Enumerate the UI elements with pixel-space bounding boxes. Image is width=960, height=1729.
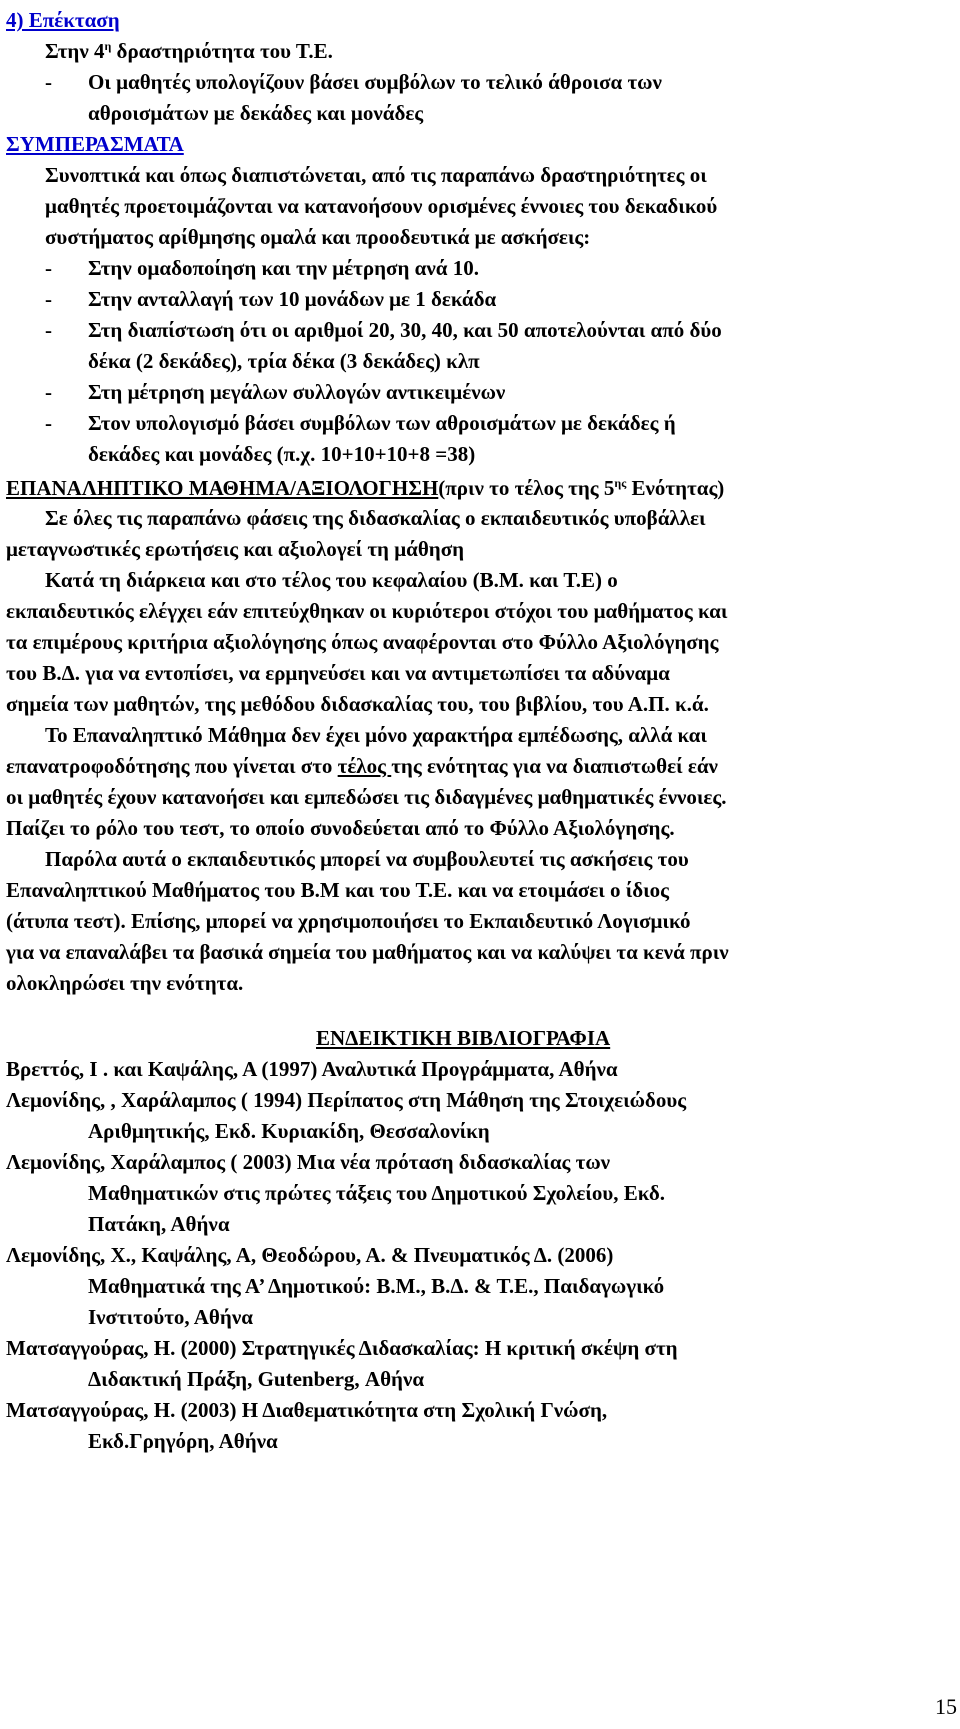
paragraph-line: του Β.Δ. για να εντοπίσει, να ερμηνεύσει και να αντιμετωπίσει τα αδύναμα [6,661,670,685]
list-item-text: Στη διαπίστωση ότι οι αριθμοί 20, 30, 40, και 50 αποτελούνται από δύο [88,318,722,342]
paragraph-line: Σε όλες τις παραπάνω φάσεις της διδασκαλίας ο εκπαιδευτικός υποβάλλει [45,506,706,530]
paragraph-line: τα επιμέρους κριτήρια αξιολόγησης όπως αναφέρονται στο Φύλλο Αξιολόγησης [6,630,719,654]
review-heading-sup: ης [614,476,627,490]
paragraph-line: Παίζει το ρόλο του τεστ, το οποίο συνοδεύεται από το Φύλλο Αξιολόγησης. [6,816,675,840]
paragraph-line: μαθητές προετοιμάζονται να κατανοήσουν ορισμένες έννοιες του δεκαδικού [45,194,718,218]
list-item-continuation: αθροισμάτων με δεκάδες και μονάδες [88,101,424,125]
bibliography-entry-continuation: Διδακτική Πράξη, Gutenberg, Αθήνα [88,1367,425,1391]
list-item-text: Οι μαθητές υπολογίζουν βάσει συμβόλων το τελικό άθροισα των [88,70,662,94]
activity-line [45,36,333,66]
review-heading-paren: (πριν το τέλος της 5 [438,476,615,500]
activity-sup: η [104,39,112,53]
list-item: - Στην ανταλλαγή των 10 μονάδων με 1 δεκάδα [45,287,497,311]
bibliography-entry-continuation: Πατάκη, Αθήνα [88,1212,230,1236]
paragraph-line: Συνοπτικά και όπως διαπιστώνεται, από τις παραπάνω δραστηριότητες οι [45,163,707,187]
review-heading-main: ΕΠΑΝΑΛΗΠΤΙΚΟ ΜΑΘΗΜΑ/ΑΞΙΟΛΟΓΗΣΗ [6,476,439,500]
list-item: - Οι μαθητές υπολογίζουν βάσει συμβόλων το τελικό άθροισα των [45,70,662,94]
paragraph-line: (άτυπα τεστ). Επίσης, μπορεί να χρησιμοποιήσει το Εκπαιδευτικό Λογισμικό [6,909,691,933]
list-item-text: Στη μέτρηση μεγάλων συλλογών αντικειμένων [88,380,506,404]
page-number: 15 [935,1694,957,1719]
paragraph-line: οι μαθητές έχουν κατανοήσει και εμπεδώσει τις διδαγμένες μαθηματικές έννοιες. [6,785,727,809]
list-item-text: Στην ανταλλαγή των 10 μονάδων με 1 δεκάδα [88,287,497,311]
feedback-text-underlined: τέλος [337,754,392,778]
list-item: - Στην ομαδοποίηση και την μέτρηση ανά 10. [45,256,479,280]
activity-rest: δραστηριότητα του Τ.Ε. [111,39,333,63]
bibliography-entry: Λεμονίδης, , Χαράλαμπος ( 1994) Περίπατος στη Μάθηση της Στοιχειώδους [6,1088,687,1112]
paragraph-line: Κατά τη διάρκεια και στο τέλος του κεφαλαίου (Β.Μ. και Τ.Ε) ο [45,568,618,592]
section-heading-conclusions: ΣΥΜΠΕΡΑΣΜΑΤΑ [6,132,184,156]
bibliography-entry-continuation: Ινστιτούτο, Αθήνα [88,1305,253,1329]
activity-intro: Στην 4 [45,39,105,63]
paragraph-line: για να επαναλάβει τα βασικά σημεία του μαθήματος και να καλύψει τα κενά πριν [6,940,729,964]
review-heading-end: Ενότητας) [626,476,725,500]
list-item-continuation: δέκα (2 δεκάδες), τρία δέκα (3 δεκάδες) κλπ [88,349,480,373]
bibliography-entry-continuation: Εκδ.Γρηγόρη, Αθήνα [88,1429,278,1453]
list-item: - Στη μέτρηση μεγάλων συλλογών αντικειμένων [45,380,506,404]
bibliography-entry-continuation: Μαθηματικά της Α’ Δημοτικού: Β.Μ., Β.Δ. & Τ.Ε., Παιδαγωγικό [88,1274,665,1298]
list-item-text: Στην ομαδοποίηση και την μέτρηση ανά 10. [88,256,479,280]
section-heading-review [6,473,724,503]
bibliography-entry: Λεμονίδης, Χαράλαμπος ( 2003) Μια νέα πρόταση διδασκαλίας των [6,1150,611,1174]
section-heading-extension: 4) Επέκταση [6,8,120,32]
paragraph-line: συστήματος αρίθμησης ομαλά και προοδευτικά με ασκήσεις: [45,225,591,249]
paragraph-line: ολοκληρώσει την ενότητα. [6,971,244,995]
bibliography-entry: Λεμονίδης, Χ., Καψάλης, Α, Θεοδώρου, Α. & Πνευματικός Δ. (2006) [6,1243,614,1267]
list-item-text: Στον υπολογισμό βάσει συμβόλων των αθροισμάτων με δεκάδες ή [88,411,676,435]
list-item-continuation: δεκάδες και μονάδες (π.χ. 10+10+10+8 =38) [88,442,476,466]
list-item: - Στη διαπίστωση ότι οι αριθμοί 20, 30, 40, και 50 αποτελούνται από δύο [45,318,722,342]
bibliography-entry: Ματσαγγούρας, Η. (2000) Στρατηγικές Διδασκαλίας: Η κριτική σκέψη στη [6,1336,678,1360]
bibliography-entry-continuation: Αριθμητικής, Εκδ. Κυριακίδη, Θεσσαλονίκη [88,1119,490,1143]
feedback-text-b: της ενότητας για να διαπιστωθεί εάν [391,754,718,778]
paragraph-line: Επαναληπτικού Μαθήματος του Β.Μ και του Τ.Ε. και να ετοιμάσει ο ίδιος [6,878,670,902]
paragraph-line: μεταγνωστικές ερωτήσεις και αξιολογεί τη μάθηση [6,537,465,561]
paragraph-line: Το Επαναληπτικό Μάθημα δεν έχει μόνο χαρακτήρα εμπέδωσης, αλλά και [45,723,707,747]
feedback-text-a: επανατροφοδότησης που γίνεται στο [6,754,338,778]
list-item: - Στον υπολογισμό βάσει συμβόλων των αθροισμάτων με δεκάδες ή [45,411,676,435]
bibliography-entry: Βρεττός, Ι . και Καψάλης, Α (1997) Αναλυτικά Προγράμματα, Αθήνα [6,1057,618,1081]
bibliography-heading: ΕΝΔΕΙΚΤΙΚΗ ΒΙΒΛΙΟΓΡΑΦΙΑ [316,1026,611,1050]
bibliography-entry: Ματσαγγούρας, Η. (2003) Η Διαθεματικότητα στη Σχολική Γνώση, [6,1398,608,1422]
paragraph-line [6,751,718,781]
paragraph-line: Παρόλα αυτά ο εκπαιδευτικός μπορεί να συμβουλευτεί τις ασκήσεις του [45,847,689,871]
paragraph-line: εκπαιδευτικός ελέγχει εάν επιτεύχθηκαν οι κυριότεροι στόχοι του μαθήματος και [6,599,728,623]
paragraph-line: σημεία των μαθητών, της μεθόδου διδασκαλίας του, του βιβλίου, του Α.Π. κ.ά. [6,692,709,716]
bibliography-entry-continuation: Μαθηματικών στις πρώτες τάξεις του Δημοτικού Σχολείου, Εκδ. [88,1181,666,1205]
